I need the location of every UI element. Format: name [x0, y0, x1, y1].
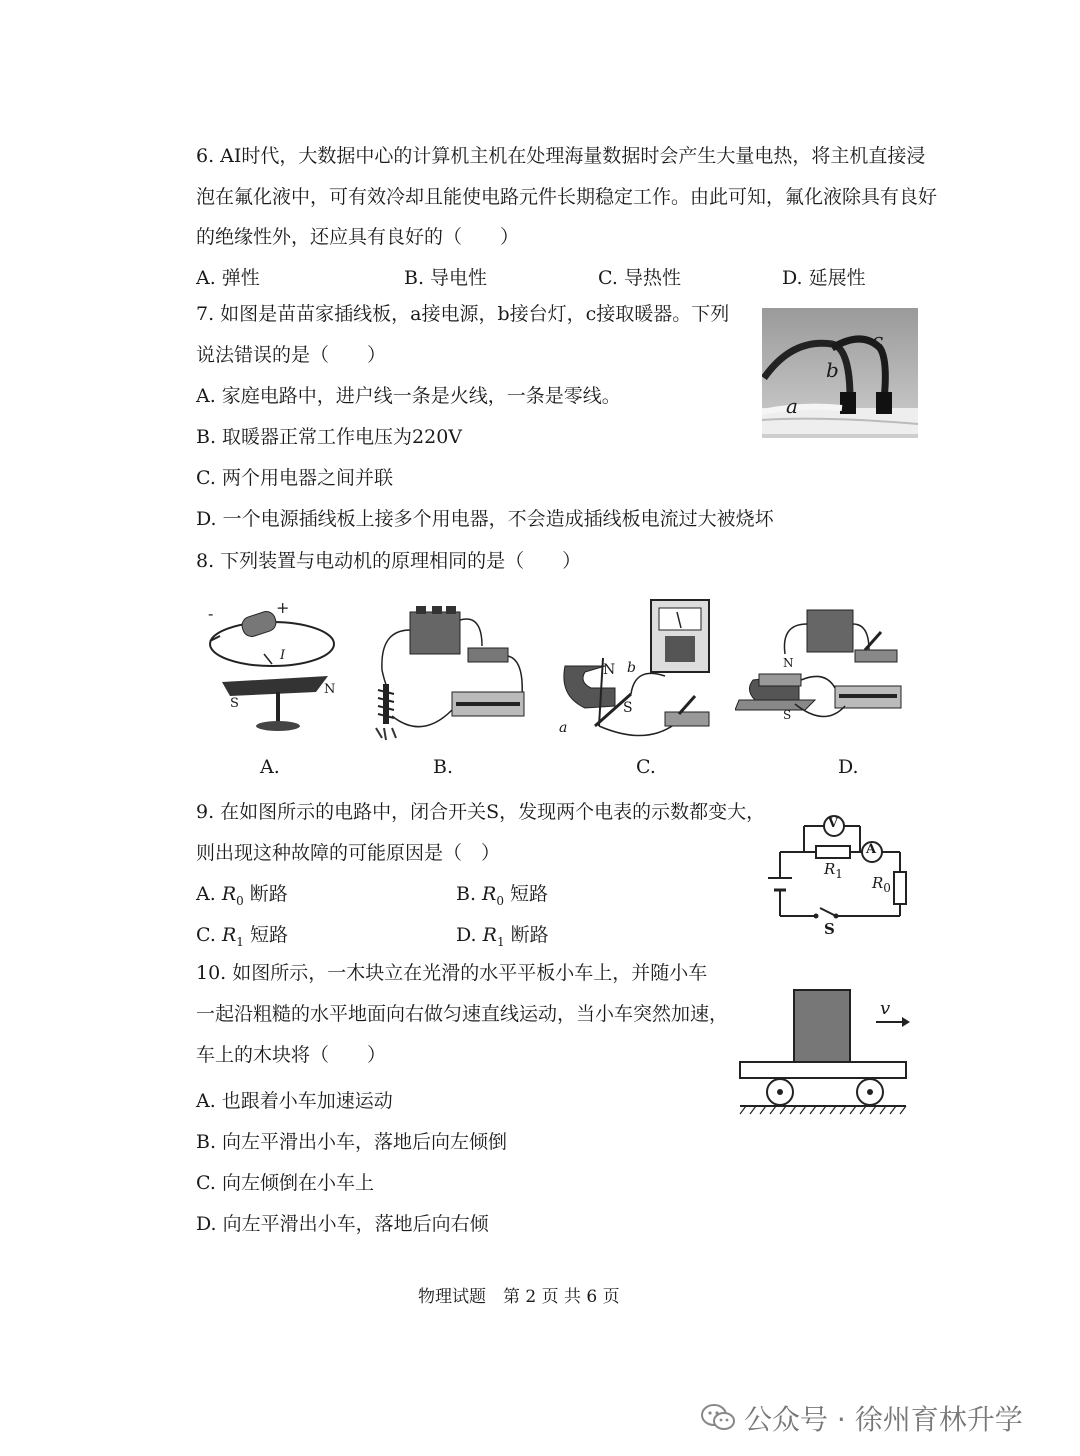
fig-a-current: I	[280, 648, 286, 663]
q7-line2: 说法错误的是（ ）	[196, 344, 387, 366]
q10-option-a: A. 也跟着小车加速运动	[196, 1090, 393, 1112]
q8-figure-b	[372, 600, 532, 745]
r0-label: $R_0$	[872, 874, 891, 895]
fig-d-south: S	[783, 708, 792, 722]
power-strip-label-c: c	[872, 328, 884, 352]
q9-option-c: C. $R_1$ 短路	[196, 924, 288, 949]
fig-c-south: S	[623, 700, 633, 716]
q9-option-d: D. $R_1$ 断路	[456, 924, 549, 949]
q6-option-a: A. 弹性	[196, 267, 260, 289]
r1-label: $R_1$	[824, 860, 843, 881]
voltmeter-label: V	[828, 816, 839, 831]
q9-option-b: B. $R_0$ 短路	[456, 883, 549, 908]
q10-line1: 10. 如图所示，一木块立在光滑的水平平板小车上，并随小车	[196, 962, 708, 984]
q8-label-a: A.	[260, 756, 280, 778]
q8-line1: 8. 下列装置与电动机的原理相同的是（ ）	[196, 550, 582, 572]
wechat-icon	[700, 1403, 736, 1433]
fig-c-a: a	[559, 720, 568, 736]
q10-cart-figure	[736, 986, 912, 1118]
velocity-label: v	[880, 998, 891, 1019]
q10-line2: 一起沿粗糙的水平地面向右做匀速直线运动，当小车突然加速，	[196, 1003, 729, 1025]
q10-option-c: C. 向左倾倒在小车上	[196, 1172, 374, 1194]
q8-figure-d	[735, 600, 905, 730]
q7-option-b: B. 取暖器正常工作电压为220V	[196, 426, 463, 448]
q8-label-b: B.	[433, 756, 454, 778]
fig-a-plus: +	[276, 598, 290, 617]
fig-a-south: S	[230, 696, 239, 711]
q8-figure-a	[200, 596, 350, 741]
fig-c-north: N	[603, 662, 616, 678]
q9-circuit-figure	[764, 812, 914, 944]
fig-a-minus: -	[208, 604, 214, 623]
q10-option-d: D. 向左平滑出小车，落地后向右倾	[196, 1213, 489, 1235]
ammeter-label: A	[866, 842, 877, 857]
page-footer: 物理试题 第 2 页 共 6 页	[418, 1287, 620, 1307]
q6-line1: 6. AI时代，大数据中心的计算机主机在处理海量数据时会产生大量电热，将主机直接浸	[196, 145, 926, 167]
q7-option-c: C. 两个用电器之间并联	[196, 467, 393, 489]
q6-option-c: C. 导热性	[598, 267, 681, 289]
switch-label: S	[824, 920, 835, 938]
q7-option-d: D. 一个电源插线板上接多个用电器，不会造成插线板电流过大被烧坏	[196, 508, 774, 530]
q9-line2: 则出现这种故障的可能原因是（ ）	[196, 842, 501, 864]
power-strip-figure	[762, 308, 918, 438]
q10-line3: 车上的木块将（ ）	[196, 1044, 387, 1066]
q7-option-a: A. 家庭电路中，进户线一条是火线，一条是零线。	[196, 385, 621, 407]
q6-line2: 泡在氟化液中，可有效冷却且能使电路元件长期稳定工作。由此可知，氟化液除具有良好	[196, 186, 938, 208]
power-strip-label-a: a	[786, 394, 798, 418]
q7-line1: 7. 如图是苗苗家插线板，a接电源，b接台灯，c接取暖器。下列	[196, 303, 730, 325]
q8-figure-c	[555, 596, 720, 746]
q8-label-c: C.	[636, 756, 656, 778]
fig-c-b: b	[627, 660, 636, 676]
fig-d-north: N	[783, 656, 794, 670]
watermark-text: 公众号 · 徐州育林升学	[744, 1403, 1023, 1436]
power-strip-label-b: b	[826, 358, 839, 382]
q6-option-d: D. 延展性	[782, 267, 866, 289]
q6-option-b: B. 导电性	[404, 267, 488, 289]
q8-label-d: D.	[838, 756, 859, 778]
q6-line3: 的绝缘性外，还应具有良好的（ ）	[196, 226, 520, 248]
q9-option-a: A. $R_0$ 断路	[196, 883, 288, 908]
wechat-watermark	[700, 1398, 1023, 1438]
q9-line1: 9. 在如图所示的电路中，闭合开关S，发现两个电表的示数都变大，	[196, 801, 766, 823]
q10-option-b: B. 向左平滑出小车，落地后向左倾倒	[196, 1131, 508, 1153]
fig-a-north: N	[324, 682, 336, 697]
